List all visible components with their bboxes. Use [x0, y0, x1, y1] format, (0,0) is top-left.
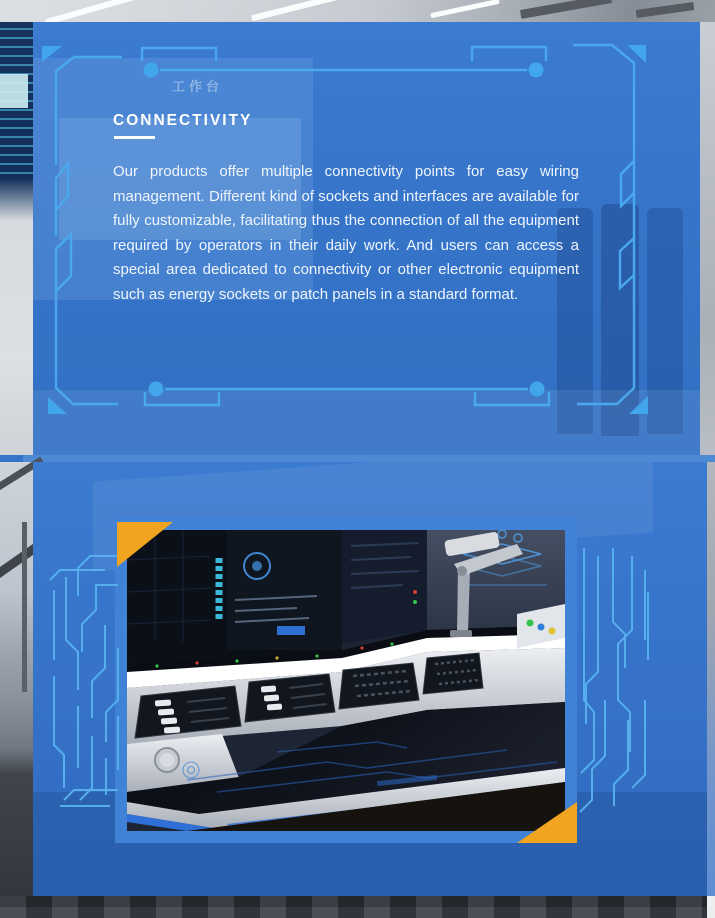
background-floor-hint	[33, 390, 700, 455]
bottom-right-corner	[707, 896, 715, 918]
rotary-knob-top	[160, 753, 174, 767]
ceiling-vent	[636, 2, 695, 18]
left-photo-strip-top	[0, 22, 33, 455]
ceiling-light	[430, 0, 500, 18]
ceiling-photo-strip	[0, 0, 715, 22]
videowall-bright-screen	[0, 74, 28, 108]
section-heading: CONNECTIVITY	[113, 112, 253, 129]
panel-seam	[23, 455, 715, 462]
background-screen-label: 工作台	[172, 79, 224, 94]
carpet-photo-strip	[0, 896, 715, 918]
right-photo-strip-top	[700, 22, 715, 455]
ceiling-vent	[520, 0, 612, 19]
console-photo-art	[127, 530, 565, 831]
heading-underline	[114, 136, 155, 139]
console-photo-frame	[115, 518, 577, 843]
ceiling-light	[251, 0, 359, 21]
center-monitor	[342, 530, 427, 644]
left-photo-strip-bottom	[0, 462, 33, 896]
left-monitor	[127, 530, 342, 664]
section-body-text: Our products offer multiple connectivity points for easy wiring management. Different kind of sockets and interfaces are available for fully customizable, facilitating thus the connection of all the equipment required by operators in their daily work. And users can access a special area dedicated to connectivity or other electronic equipment such as energy sockets or patch panels in a standard format.	[113, 163, 579, 303]
right-photo-strip-bottom	[707, 462, 715, 896]
window-frame	[22, 522, 27, 692]
console-photo	[127, 530, 565, 831]
